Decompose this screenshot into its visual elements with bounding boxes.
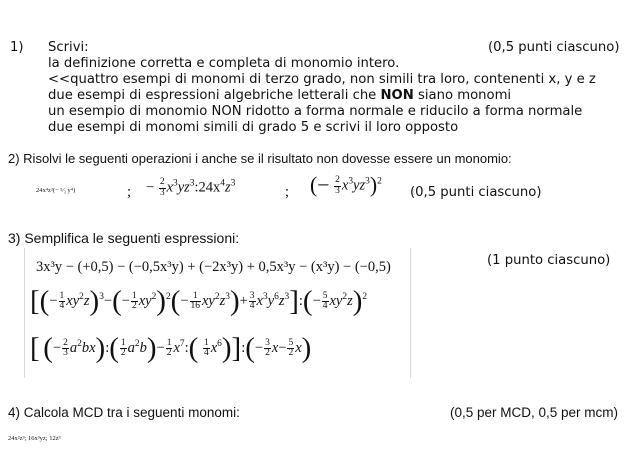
q1-line-1: la definizione corretta e completa di monomio intero.: [48, 56, 400, 71]
q3-expr-1: 3x³y − (+0,5) − (−0,5x³y) + (−2x³y) + 0,5x³y − (x³y) − (−0,5): [36, 259, 391, 275]
q3-expr-3: [ (− $\frac{2}{3}$ $a^2bx$):( $\frac{1}{2}$ $a^2b)-$ $\frac{1}{2}$ $x^7$:( $\frac{1}{4}$ $x^6)]:(-$ $\frac{3}{2}$ x− $\frac{5}{2}$ x): [30, 332, 312, 364]
q1-line-3-tail: siano monomi: [413, 88, 512, 103]
frac-num: 2: [159, 177, 165, 187]
q4-monomials: 24x²z³; 16x³yz; 12z³: [8, 435, 61, 442]
q2-op3-open: (−: [310, 173, 330, 198]
q2-heading: 2) Risolvi le seguenti operazioni i anche se il risultato non dovesse essere un monomio:: [8, 151, 512, 166]
q3-heading: 3) Semplifica le seguenti espressioni:: [8, 230, 240, 246]
q2-op1: 24x⁴z²(− ⁵⁄₃ y⁴): [36, 187, 76, 194]
q1-line-3-text: due esempi di espressioni algebriche letterali che: [48, 88, 381, 103]
q2-op2: − $\frac{2}{3}$ $x^3yz^3:24x^4z^3$: [146, 177, 236, 198]
q1-number: 1): [10, 40, 24, 55]
q1-line-2: <<quattro esempi di monomi di terzo grado, non simili tra loro, contenenti x, y e z: [48, 72, 596, 87]
q2-op3-fraction: [334, 176, 341, 196]
q2-op2-tail: :24x: [194, 179, 221, 196]
q2-sep-2: ;: [285, 184, 290, 200]
q1-line-4: un esempio di monomio NON ridotto a forma normale e riducilo a forma normale: [48, 104, 583, 119]
q1-points: (0,5 punti ciascuno): [488, 40, 620, 55]
frac-num: 2: [335, 175, 340, 185]
q1-line-5: due esempi di monomi simili di grado 5 e scrivi il loro opposto: [48, 120, 459, 135]
q1-line-3-bold: NON: [380, 88, 414, 103]
q4-points: (0,5 per MCD, 0,5 per mcm): [450, 405, 619, 420]
q2-op2-sign: −: [146, 179, 155, 196]
q4-heading: 4) Calcola MCD tra i seguenti monomi:: [8, 405, 240, 420]
q2-sep-1: ;: [127, 184, 132, 200]
q1-title: Scrivi:: [48, 40, 89, 55]
frac-den: 3: [335, 185, 340, 196]
q2-points: (0,5 punti ciascuno): [410, 185, 542, 200]
q2-op3: (− $\frac{2}{3}$ $x^3yz^3)^2$: [310, 173, 382, 198]
frac-den: 3: [159, 187, 165, 198]
q1-line-3: [48, 88, 511, 104]
q2-op3-close: ): [369, 173, 378, 198]
q2-op2-fraction: [159, 178, 166, 198]
q3-expr-2: [(− $\frac{1}{4}$ $xy^2z)^3-(-$ $\frac{1}{2}$ $xy^2)^2(-$ $\frac{1}{16}$ $xy^2z^3)+$ $\frac{3}{4}$ $x^3y^6z^3]:(-$ $\frac{5}{4}$ $xy^2z)^2$: [30, 285, 368, 317]
q3-points: (1 punto ciascuno): [487, 253, 611, 268]
